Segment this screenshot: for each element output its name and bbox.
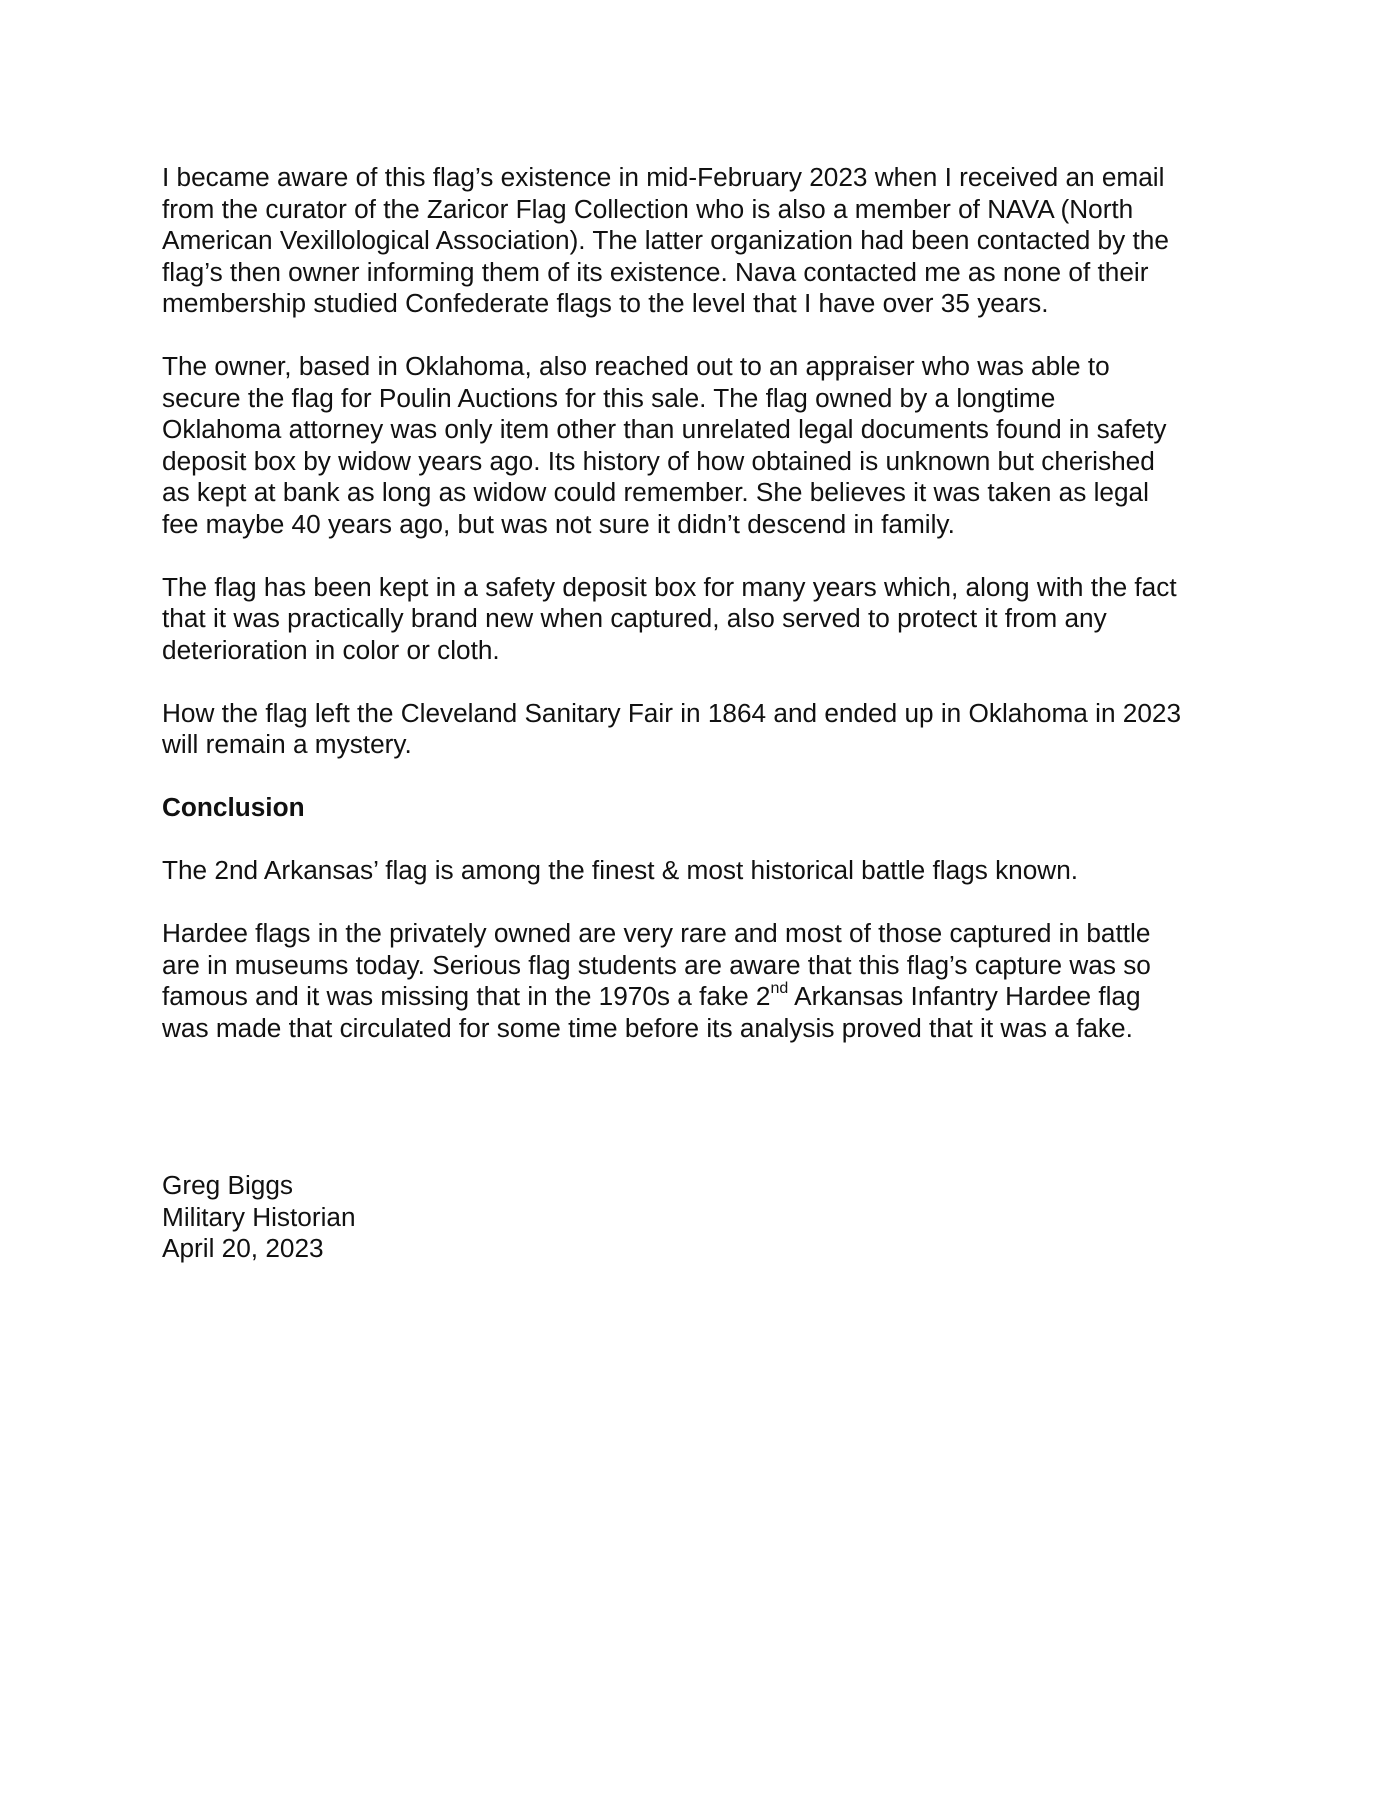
text-line: was made that circulated for some time before its analysis proved that it was a fake. bbox=[162, 1012, 1133, 1043]
signature-date: April 20, 2023 bbox=[162, 1233, 324, 1263]
letter-body bbox=[162, 162, 1242, 1265]
text-line bbox=[162, 981, 1242, 1013]
text-line: The 2nd Arkansas’ flag is among the finest & most historical battle flags known. bbox=[162, 855, 1079, 885]
text-line: deterioration in color or cloth. bbox=[162, 634, 500, 665]
text-line: deposit box by widow years ago. Its history of how obtained is unknown but cherished bbox=[162, 445, 1155, 476]
text-line: How the flag left the Cleveland Sanitary Fair in 1864 and ended up in Oklahoma in 2023 bbox=[162, 697, 1182, 728]
paragraph-hardee-flags bbox=[162, 918, 1242, 1044]
text-line: Oklahoma attorney was only item other than unrelated legal documents found in safety bbox=[162, 414, 1167, 444]
text-line: The owner, based in Oklahoma, also reached out to an appraiser who was able to bbox=[162, 351, 1110, 381]
signature-name: Greg Biggs bbox=[162, 1170, 294, 1200]
signature-block bbox=[162, 1170, 1242, 1265]
paragraph-flag-awareness bbox=[162, 162, 1242, 320]
text-line: American Vexillological Association). The latter organization had been contacted by the bbox=[162, 225, 1169, 255]
text-line: The flag has been kept in a safety deposit box for many years which, along with the fact bbox=[162, 571, 1177, 602]
paragraph-safety-deposit bbox=[162, 572, 1242, 667]
text-line: fee maybe 40 years ago, but was not sure it didn’t descend in family. bbox=[162, 508, 955, 539]
text-line: Hardee flags in the privately owned are very rare and most of those captured in battle bbox=[162, 918, 1151, 948]
text-line: membership studied Confederate flags to the level that I have over 35 years. bbox=[162, 288, 1049, 318]
paragraph-finest-flags bbox=[162, 855, 1242, 887]
signature-title: Military Historian bbox=[162, 1201, 356, 1232]
text-line: as kept at bank as long as widow could remember. She believes it was taken as legal bbox=[162, 477, 1149, 507]
ordinal-superscript: nd bbox=[770, 980, 789, 998]
text-segment: Arkansas Infantry Hardee flag bbox=[788, 981, 1141, 1011]
text-line: secure the flag for Poulin Auctions for this sale. The flag owned by a longtime bbox=[162, 382, 1056, 413]
text-line: flag’s then owner informing them of its existence. Nava contacted me as none of their bbox=[162, 256, 1149, 287]
text-line: will remain a mystery. bbox=[162, 729, 412, 759]
conclusion-heading: Conclusion bbox=[162, 792, 305, 822]
text-line: I became aware of this flag’s existence in mid-February 2023 when I received an email bbox=[162, 162, 1165, 192]
text-line: from the curator of the Zaricor Flag Collection who is also a member of NAVA (North bbox=[162, 193, 1134, 224]
text-line: are in museums today. Serious flag students are aware that this flag’s capture was so bbox=[162, 949, 1151, 980]
paragraph-mystery bbox=[162, 698, 1242, 761]
paragraph-owner bbox=[162, 351, 1242, 540]
text-segment: famous and it was missing that in the 1970s a fake 2 bbox=[162, 981, 771, 1011]
text-line: that it was practically brand new when captured, also served to protect it from any bbox=[162, 603, 1107, 633]
